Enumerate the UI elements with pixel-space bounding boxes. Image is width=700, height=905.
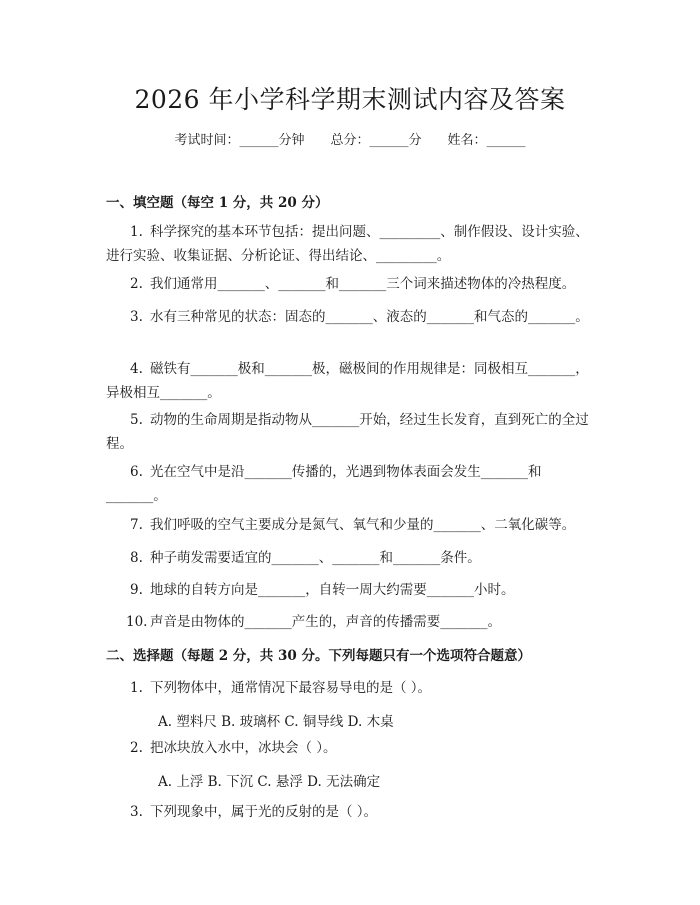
question-number: 8. <box>130 550 143 566</box>
exam-name-field: 姓名：______ <box>447 133 526 148</box>
question-fill-1 <box>106 220 594 268</box>
question-text: 声音是由物体的_______产生的，声音的传播需要_______。 <box>150 614 501 630</box>
question-number: 7. <box>130 517 143 533</box>
question-text: 下列现象中，属于光的反射的是（ ）。 <box>150 804 378 820</box>
question-text: 科学探究的基本环节包括：提出问题、_________、制作假设、设计实验、进行实验、收集证据、分析论证、得出结论、_________。 <box>106 224 589 264</box>
question-fill-4 <box>106 357 594 405</box>
question-text: 下列物体中，通常情况下最容易导电的是（ ）。 <box>150 680 432 696</box>
question-text: 我们呼吸的空气主要成分是氮气、氧气和少量的_______、二氧化碳等。 <box>150 517 576 533</box>
question-number: 9. <box>130 582 143 598</box>
question-text: 我们通常用_______、_______和_______三个词来描述物体的冷热程度。 <box>150 276 576 292</box>
question-text: 动物的生命周期是指动物从_______开始，经过生长发育，直到死亡的全过程。 <box>106 412 589 452</box>
exam-total-score: 总分：______分 <box>330 133 422 148</box>
question-number: 5. <box>130 412 143 428</box>
question-choice-1-options: A. 塑料尺 B. 玻璃杯 C. 铜导线 D. 木桌 <box>158 714 394 730</box>
section-heading-fill-blank: 一、填空题（每空 1 分，共 20 分） <box>106 195 329 211</box>
question-number: 3. <box>130 309 143 325</box>
question-choice-1 <box>106 676 594 700</box>
question-number: 6. <box>130 464 143 480</box>
question-text: 水有三种常见的状态：固态的_______、液态的_______和气态的_______。 <box>150 309 589 325</box>
page-title: 2026 年小学科学期末测试内容及答案 <box>134 85 566 114</box>
question-number: 10. <box>126 614 148 630</box>
exam-meta <box>0 131 700 151</box>
question-number: 3. <box>130 804 143 820</box>
question-choice-2-options: A. 上浮 B. 下沉 C. 悬浮 D. 无法确定 <box>158 774 381 790</box>
question-fill-7 <box>106 513 594 537</box>
question-text: 把冰块放入水中，冰块会（ ）。 <box>150 740 337 756</box>
question-choice-3 <box>106 800 594 824</box>
question-fill-8 <box>106 546 594 570</box>
question-fill-6 <box>106 460 594 508</box>
question-fill-5 <box>106 408 594 456</box>
question-number: 1. <box>130 224 143 240</box>
question-number: 2. <box>130 740 143 756</box>
exam-time: 考试时间：______分钟 <box>174 133 305 148</box>
question-number: 4. <box>130 361 143 377</box>
question-number: 1. <box>130 680 143 696</box>
question-text: 磁铁有_______极和_______极，磁极间的作用规律是：同极相互_______，异极相互_______。 <box>106 361 589 401</box>
question-choice-2 <box>106 736 594 760</box>
question-fill-3 <box>106 305 594 329</box>
question-fill-10 <box>106 610 594 634</box>
question-text: 种子萌发需要适宜的_______、_______和_______条件。 <box>150 550 481 566</box>
question-number: 2. <box>130 276 143 292</box>
question-fill-2 <box>106 272 594 296</box>
question-fill-9 <box>106 578 594 602</box>
question-text: 光在空气中是沿_______传播的，光遇到物体表面会发生_______和_______。 <box>106 464 542 504</box>
section-heading-choice: 二、选择题（每题 2 分，共 30 分。下列每题只有一个选项符合题意） <box>106 648 531 664</box>
question-text: 地球的自转方向是_______，自转一周大约需要_______小时。 <box>150 582 515 598</box>
